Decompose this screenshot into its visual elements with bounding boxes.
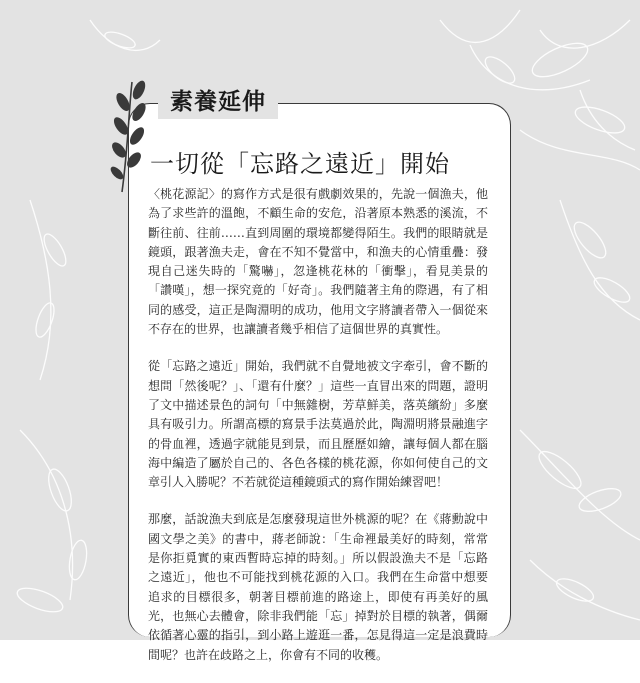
article-body (148, 185, 488, 683)
leaf-sprig-icon (112, 78, 152, 196)
paragraph-1: 〈桃花源記〉的寫作方式是很有戲劇效果的，先說一個漁夫，他為了求些許的溫飽，不顧生命的安危，沿著原本熟悉的溪流，不斷往前、往前……直到周圍的環境都變得陌生。我們的眼睛就是鏡頭，跟著漁夫走，會在不知不覺當中，和漁夫的心情重疊：發現自己迷失時的「驚嚇」，忽逢桃花林的「衝擊」，看見美景的「讚嘆」，想一探究竟的「好奇」。我們隨著主角的際遇，有了相同的感受，這正是陶淵明的成功，他用文字將讀者帶入一個從來不存在的世界，也讓讀者幾乎相信了這個世界的真實性。 (148, 187, 488, 337)
section-title: 素養延伸 (170, 88, 266, 115)
section-header (158, 79, 278, 119)
paragraph-3: 那麼，話說漁夫到底是怎麼發現這世外桃源的呢？在《蔣勳說中國文學之美》的書中，蔣老師說：「生命裡最美好的時刻，常常是你拒覓實的東西暫時忘掉的時刻。」所以假設漁夫不是「忘路之遠近」，他也不可能找到桃花源的入口。我們在生命當中想要追求的目標很多，朝著目標前進的路途上，即使有再美好的風光，也無心去體會，除非我們能「忘」掉對於目標的執著，偶爾依循著心靈的指引，到小路上遊逛一番，怎見得這一定是浪費時間呢？也許在歧路之上，你會有不同的收穫。 (148, 512, 488, 662)
article-headline: 一切從「忘路之遠近」開始 (150, 150, 450, 178)
paragraph-2: 從「忘路之遠近」開始，我們就不自覺地被文字牽引，會不斷的想問「然後呢？」、「還有什麼？」這些一直冒出來的問題，證明了文中描述景色的詞句「中無雜樹，芳草鮮美，落英繽紛」多麼具有吸引力。所謂高標的寫景手法莫過於此，陶淵明將景融進字的骨血裡，透過字就能見到景，而且歷歷如繪，讓每個人都在腦海中編造了屬於自己的、各色各樣的桃花源，你如何使自己的文章引人入勝呢？不若就從這種鏡頭式的寫作開始練習吧！ (148, 359, 488, 490)
